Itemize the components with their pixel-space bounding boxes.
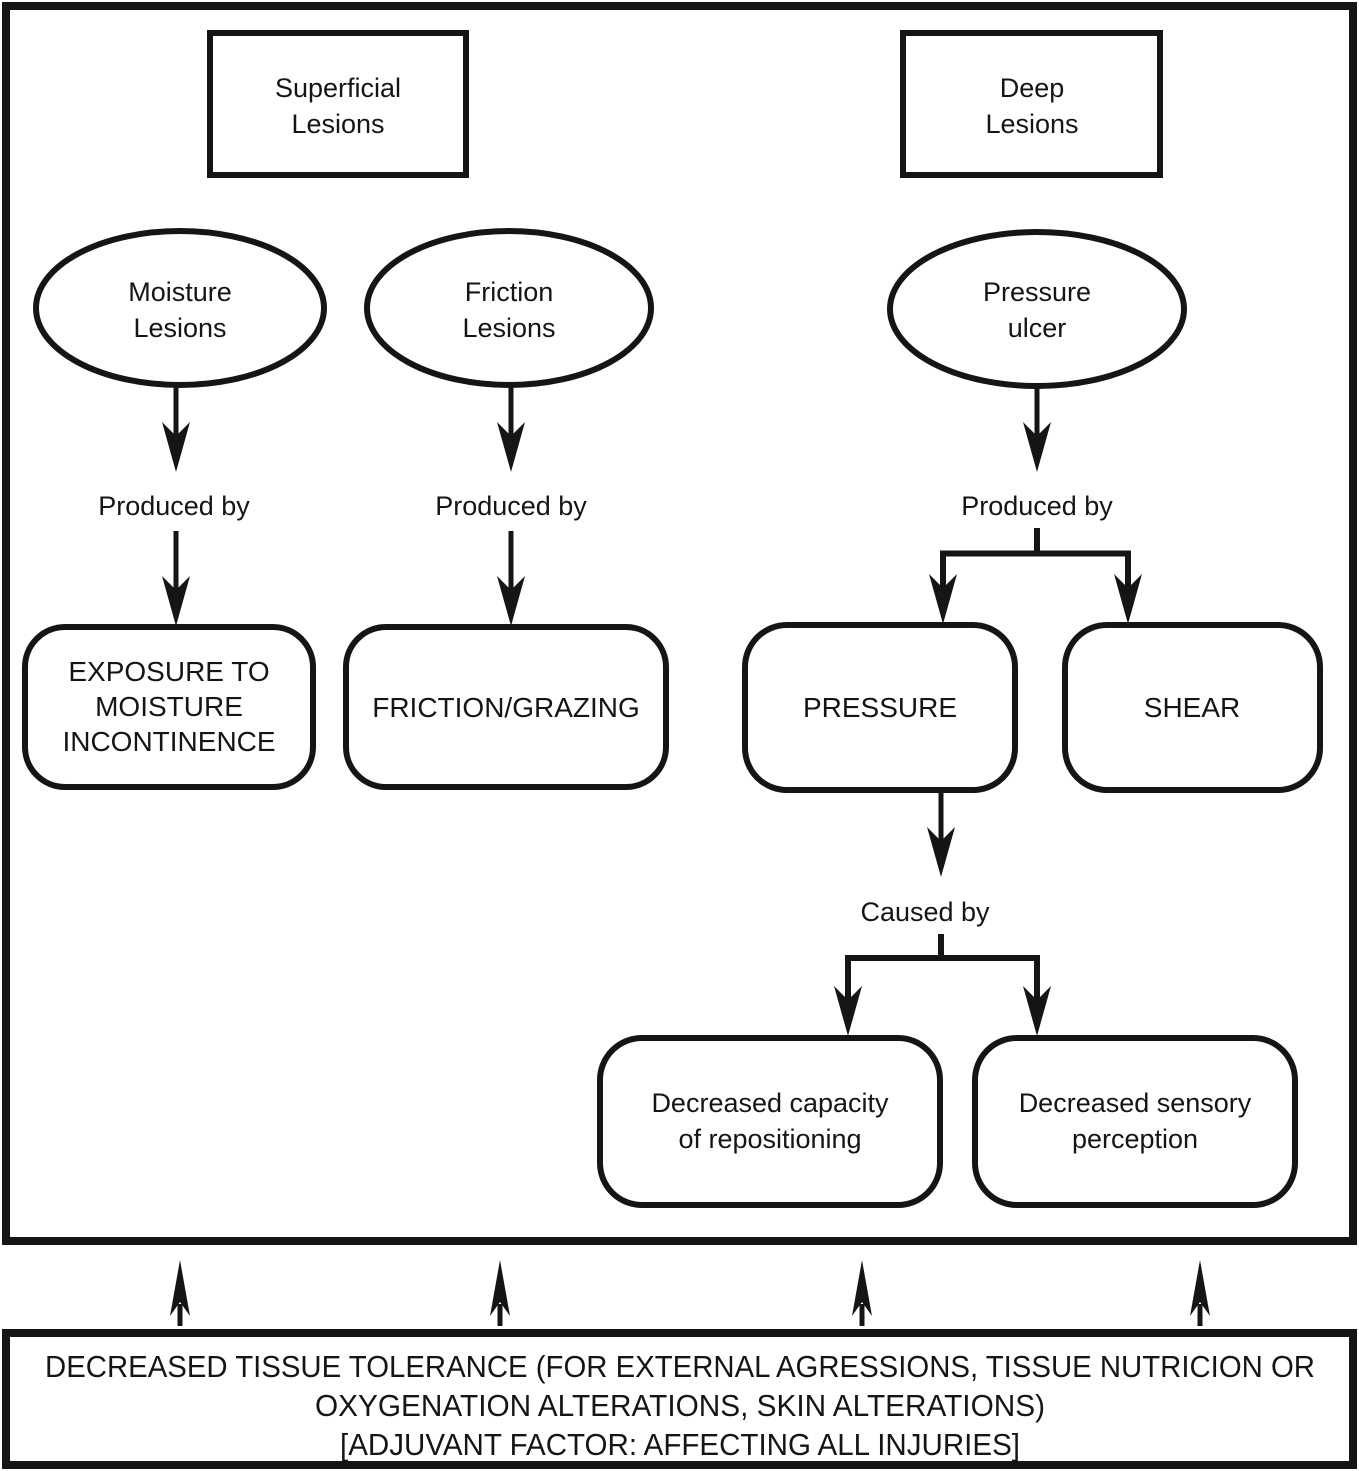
friction-lesions-label-line1: Friction (464, 277, 554, 307)
footer-line3: [ADJUVANT FACTOR: AFFECTING ALL INJURIES] (340, 1427, 1020, 1462)
pressure-ulcer-label-line2: ulcer (1007, 313, 1067, 343)
arrow-produced-by-to-friction-grazing (497, 531, 525, 626)
arrow-pressure-to-produced-by (1023, 386, 1051, 472)
superficial-lesions-box (210, 33, 466, 175)
decreased-sensory-box (975, 1038, 1295, 1205)
arrow-moisture-to-produced-by (162, 386, 190, 472)
arrow-pressure-to-caused-by (927, 790, 955, 877)
branch-rail (848, 958, 1037, 1000)
shear-box (1065, 625, 1320, 790)
moisture-lesions-oval (36, 231, 324, 385)
footer-line2: OXYGENATION ALTERATIONS, SKIN ALTERATIONS) (315, 1388, 1045, 1423)
decreased-sensory-label-line1: Decreased sensory (1018, 1088, 1252, 1118)
superficial-lesions-label-line1: Superficial (274, 73, 402, 103)
friction-lesions-label-line2: Lesions (462, 313, 556, 343)
pressure-ulcer-label-line1: Pressure (982, 277, 1092, 307)
footer-up-arrows (170, 1260, 1210, 1326)
up-arrow-3 (852, 1260, 872, 1326)
branch-rail (943, 554, 1128, 591)
deep-lesions-label-line2: Lesions (985, 109, 1079, 139)
friction-lesions-ellipse (367, 231, 651, 385)
exposure-moisture-incontinence-box (25, 627, 313, 787)
pressure-ulcer-oval (890, 232, 1184, 386)
arrow-friction-to-produced-by (497, 386, 525, 472)
superficial-lesions-label-line2: Lesions (291, 109, 385, 139)
decreased-repositioning-box (600, 1038, 940, 1205)
pressure-label: PRESSURE (802, 692, 958, 723)
decreased-tissue-tolerance-banner (6, 1333, 1353, 1465)
caused-by-label: Caused by (860, 897, 990, 927)
decreased-repositioning-label-line1: Decreased capacity (651, 1088, 889, 1118)
shear-label: SHEAR (1143, 692, 1241, 723)
decreased-repositioning-label-line2: of repositioning (678, 1124, 862, 1154)
branch-caused-by-factors (834, 934, 1051, 1036)
friction-grazing-box (346, 627, 666, 787)
up-arrow-4 (1190, 1260, 1210, 1326)
moisture-lesions-ellipse (36, 231, 324, 385)
decreased-sensory-label-line2: perception (1071, 1124, 1199, 1154)
deep-lesions-box (903, 33, 1160, 175)
pressure-ulcer-ellipse (890, 232, 1184, 386)
produced-by-label-friction: Produced by (435, 491, 587, 521)
deep-lesions-rect (903, 33, 1160, 175)
exposure-label-line1: EXPOSURE TO (68, 656, 270, 687)
produced-by-label-pressure: Produced by (961, 491, 1113, 521)
moisture-lesions-label-line1: Moisture (128, 277, 232, 307)
deep-lesions-label-line1: Deep (999, 73, 1065, 103)
moisture-lesions-label-line2: Lesions (133, 313, 227, 343)
up-arrow-2 (490, 1260, 510, 1326)
decreased-repositioning-rect (600, 1038, 940, 1205)
branch-produced-by-pressure-shear (929, 528, 1142, 624)
up-arrow-1 (170, 1260, 190, 1326)
arrow-produced-by-to-exposure (162, 531, 190, 626)
friction-grazing-label: FRICTION/GRAZING (372, 692, 640, 723)
footer-line1: DECREASED TISSUE TOLERANCE (FOR EXTERNAL AGRESSIONS, TISSUE NUTRICION OR (45, 1349, 1315, 1384)
exposure-label-line3: INCONTINENCE (62, 726, 276, 757)
decreased-sensory-rect (975, 1038, 1295, 1205)
friction-lesions-oval (367, 231, 651, 385)
exposure-label-line2: MOISTURE (95, 691, 243, 722)
produced-by-label-moisture: Produced by (98, 491, 250, 521)
superficial-lesions-rect (210, 33, 466, 175)
pressure-box (745, 625, 1015, 790)
